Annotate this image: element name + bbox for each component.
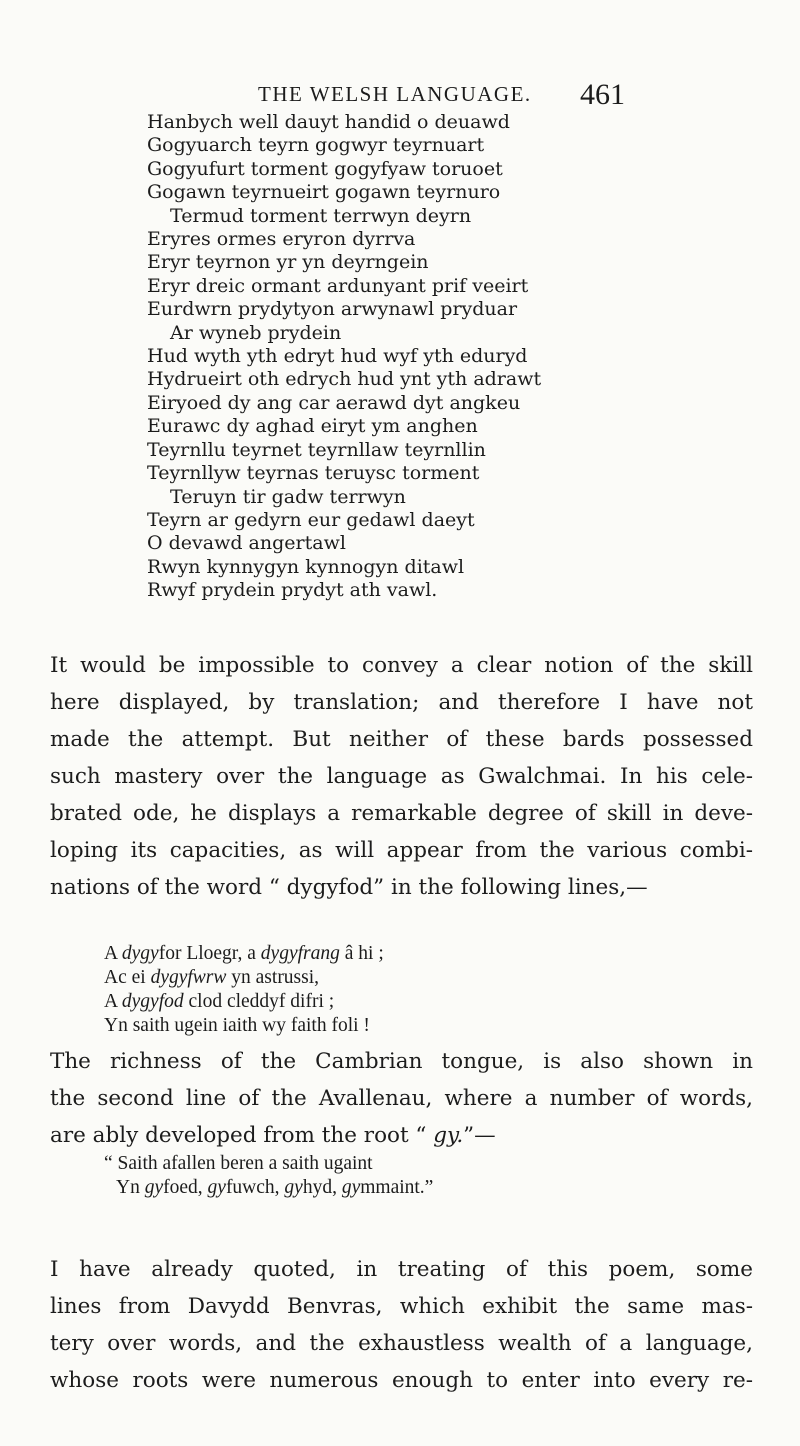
verse-line: Teyrnllu teyrnet teyrnllaw teyrnllin <box>147 438 486 461</box>
verse-line: Eiryoed dy ang car aerawd dyt angkeu <box>147 391 521 414</box>
paragraph-line: here displayed, by translation; and therefore I have not <box>50 690 753 715</box>
paragraph-line: brated ode, he displays a remarkable degree of skill in deve- <box>50 801 753 826</box>
paragraph-line: tery over words, and the exhaustless wealth of a language, <box>50 1331 753 1356</box>
running-header <box>0 78 800 112</box>
verse-line: Ar wyneb prydein <box>170 321 342 344</box>
paragraph-richness <box>50 1043 753 1154</box>
paragraph-line: made the attempt. But neither of these bards possessed <box>50 727 753 752</box>
paragraph-davydd <box>50 1251 753 1399</box>
verse-line: Yn saith ugein iaith wy faith foli ! <box>104 1015 370 1036</box>
verse-line: O devawd angertawl <box>147 532 346 555</box>
verse-line: Gogyuarch teyrn gogwyr teyrnuart <box>147 134 485 157</box>
welsh-verse-block <box>147 111 541 603</box>
paragraph-line: It would be impossible to convey a clear notion of the skill <box>50 653 753 678</box>
verse-line: Ac ei dygyfwrw yn astrussi, <box>104 967 320 988</box>
page-number: 461 <box>580 78 625 111</box>
verse-line: Termud torment terrwyn deyrn <box>170 204 472 227</box>
verse-line: Gogawn teyrnueirt gogawn teyrnuro <box>147 181 501 204</box>
avallenau-verse-block <box>104 1152 433 1200</box>
verse-line: “ Saith afallen beren a saith ugaint <box>104 1153 373 1174</box>
verse-line: Gogyufurt torment gogyfyaw toruoet <box>147 157 503 180</box>
verse-line: Hydrueirt oth edrych hud ynt yth adrawt <box>147 368 542 391</box>
paragraph-line: loping its capacities, as will appear from the various combi- <box>50 838 753 863</box>
paragraph-line: whose roots were numerous enough to enter into every re- <box>50 1368 753 1393</box>
verse-line: Eryr teyrnon yr yn deyrngein <box>147 251 429 274</box>
verse-line: Rwyf prydein prydyt ath vawl. <box>147 579 438 602</box>
gwalchmai-verse-block <box>104 942 384 1038</box>
paragraph-line: I have already quoted, in treating of this poem, some <box>50 1257 753 1282</box>
running-title: THE WELSH LANGUAGE. <box>258 82 532 106</box>
paragraph-skill <box>50 647 753 906</box>
verse-line: Hud wyth yth edryt hud wyf yth eduryd <box>147 345 528 368</box>
paragraph-line: such mastery over the language as Gwalchmai. In his cele- <box>50 764 753 789</box>
paragraph-line: The richness of the Cambrian tongue, is also shown in <box>50 1049 753 1074</box>
verse-line: Eryres ormes eryron dyrrva <box>147 228 416 251</box>
verse-line: A dygyfor Lloegr, a dygyfrang â hi ; <box>104 943 384 964</box>
verse-line: Yn gyfoed, gyfuwch, gyhyd, gymmaint.” <box>116 1177 434 1198</box>
verse-line: Hanbych well dauyt handid o deuawd <box>147 111 510 133</box>
verse-line: Teyrnllyw teyrnas teruysc torment <box>147 462 480 485</box>
verse-line: Eurawc dy aghad eiryt ym anghen <box>147 415 478 438</box>
verse-line: Eurdwrn prydytyon arwynawl pryduar <box>147 298 518 321</box>
paragraph-line: lines from Davydd Benvras, which exhibit the same mas- <box>50 1294 753 1319</box>
verse-line: Teyrn ar gedyrn eur gedawl daeyt <box>147 508 475 531</box>
paragraph-line: the second line of the Avallenau, where a number of words, <box>50 1086 753 1111</box>
verse-line: A dygyfod clod cleddyf difri ; <box>104 991 335 1012</box>
paragraph-line: nations of the word “ dygyfod” in the following lines,— <box>50 875 648 900</box>
verse-line: Teruyn tir gadw terrwyn <box>170 485 406 508</box>
verse-line: Rwyn kynnygyn kynnogyn ditawl <box>147 555 465 578</box>
paragraph-line: are ably developed from the root “ gy.”— <box>50 1123 496 1148</box>
verse-line: Eryr dreic ormant ardunyant prif veeirt <box>147 274 529 297</box>
